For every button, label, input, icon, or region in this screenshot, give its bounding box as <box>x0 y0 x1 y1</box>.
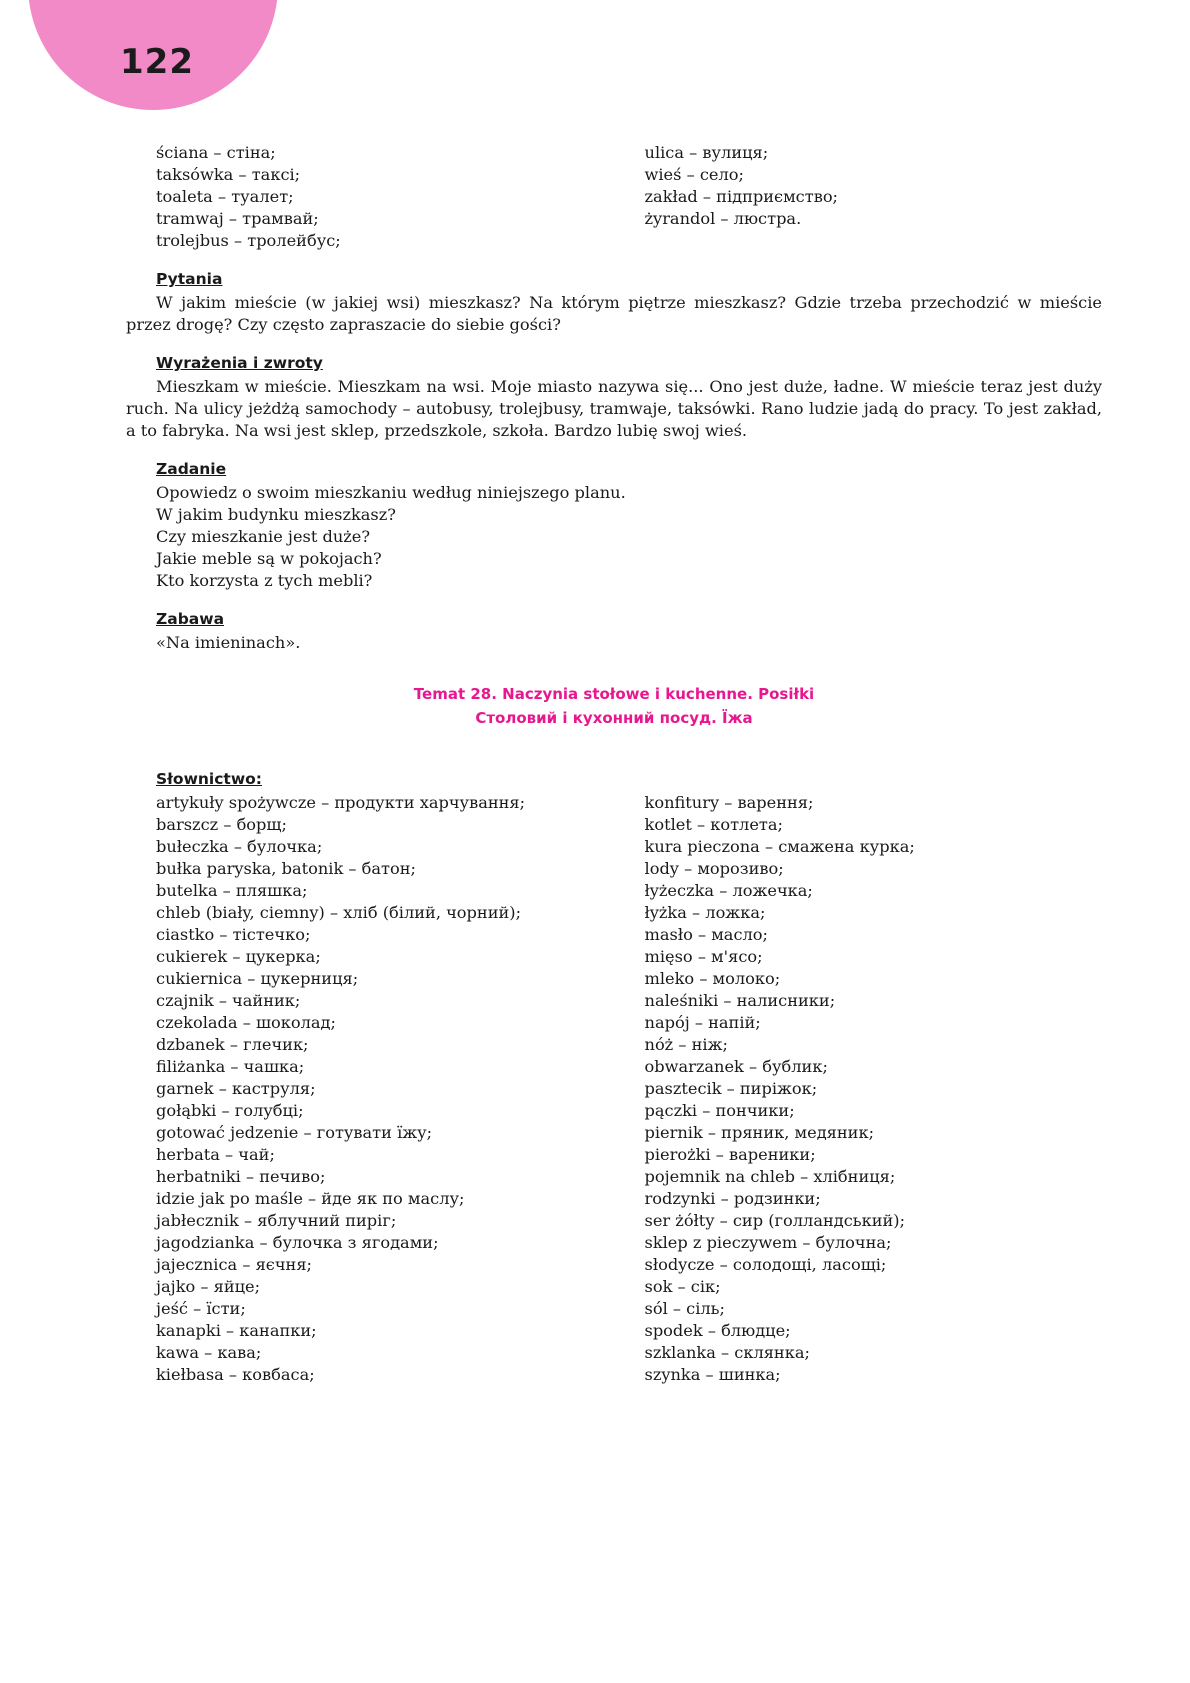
slownictwo-heading: Słownictwo: <box>156 770 262 788</box>
pytania-heading: Pytania <box>156 270 223 288</box>
vocab-entry: piernik – пряник, медяник; <box>644 1123 875 1142</box>
vocab-entry: kawa – кава; <box>156 1343 262 1362</box>
vocab-entry: kura pieczona – смажена курка; <box>644 837 915 856</box>
zadanie-heading: Zadanie <box>156 460 227 478</box>
vocab-entry: toaleta – туалет; <box>156 187 294 206</box>
vocab-entry: ser żółty – сир (голландський); <box>644 1211 906 1230</box>
page-number: 122 <box>120 42 194 82</box>
vocab-entry: taksówka – таксі; <box>156 165 301 184</box>
vocab-entry: gotować jedzenie – готувати їжу; <box>156 1123 433 1142</box>
vocab-entry: chleb (biały, ciemny) – хліб (білий, чорний); <box>156 903 522 922</box>
zabawa-text: «Na imieninach». <box>156 633 301 652</box>
vocab-entry: czekolada – шоколад; <box>156 1013 336 1032</box>
vocab-entry: cukierek – цукерка; <box>156 947 321 966</box>
vocab-entry: wieś – село; <box>644 165 744 184</box>
page-content <box>126 142 1102 1386</box>
zadanie-line: Opowiedz o swoim mieszkaniu według niniejszego planu. <box>156 483 626 502</box>
vocab-entry: sok – сік; <box>644 1277 721 1296</box>
vocab-entry: łyżka – ложка; <box>644 903 766 922</box>
vocab-entry: czajnik – чайник; <box>156 991 301 1010</box>
topic-title <box>126 682 1102 730</box>
vocab-entry: zakład – підприємство; <box>644 187 839 206</box>
vocab-entry: naleśniki – налисники; <box>644 991 836 1010</box>
vocab-entry: pierożki – вареники; <box>644 1145 816 1164</box>
vocab-entry: herbata – чай; <box>156 1145 275 1164</box>
vocab-entry: pasztecik – пиріжок; <box>644 1079 818 1098</box>
vocab-entry: lody – морозиво; <box>644 859 784 878</box>
vocab-entry: barszcz – борщ; <box>156 815 287 834</box>
vocab-entry: butelka – пляшка; <box>156 881 308 900</box>
vocab-entry: dzbanek – глечик; <box>156 1035 309 1054</box>
vocab-entry: bułeczka – булочка; <box>156 837 323 856</box>
vocab-entry: jajko – яйце; <box>156 1277 261 1296</box>
vocab-entry: spodek – блюдце; <box>644 1321 791 1340</box>
topic-title-pl: Temat 28. Naczynia stołowe i kuchenne. Posiłki <box>413 685 815 703</box>
vocab-entry: gołąbki – голубці; <box>156 1101 304 1120</box>
vocab-entry: żyrandol – люстра. <box>644 209 802 228</box>
vocab-entry: kiełbasa – ковбаса; <box>156 1365 315 1384</box>
vocab-entry: kotlet – котлета; <box>644 815 783 834</box>
vocab-entry: kanapki – канапки; <box>156 1321 317 1340</box>
vocab-entry: tramwaj – трамвай; <box>156 209 319 228</box>
vocab-entry: słodycze – солодощі, ласощі; <box>644 1255 887 1274</box>
vocab-entry: jajecznica – яєчня; <box>156 1255 313 1274</box>
vocab-entry: trolejbus – тролейбус; <box>156 231 341 250</box>
vocab-entry: konfitury – варення; <box>644 793 814 812</box>
vocab-entry: mleko – молоко; <box>644 969 781 988</box>
zadanie-lines <box>156 482 1102 592</box>
vocab-entry: pączki – пончики; <box>644 1101 795 1120</box>
vocab-entry: herbatniki – печиво; <box>156 1167 326 1186</box>
vocab-entry: szynka – шинка; <box>644 1365 781 1384</box>
vocab-entry: garnek – каструля; <box>156 1079 316 1098</box>
vocab-entry: sklep z pieczywem – булочна; <box>644 1233 892 1252</box>
vocab-entry: ciastko – тістечко; <box>156 925 311 944</box>
vocab-entry: jeść – їсти; <box>156 1299 246 1318</box>
vocab-entry: artykuły spożywcze – продукти харчування; <box>156 793 526 812</box>
vocab-entry: idzie jak po maśle – йде як по маслу; <box>156 1189 465 1208</box>
zabawa-heading: Zabawa <box>156 610 225 628</box>
vocab-entry: łyżeczka – ложечка; <box>644 881 813 900</box>
zadanie-line: Kto korzysta z tych mebli? <box>156 571 373 590</box>
vocab-top-left-column <box>156 142 645 252</box>
vocab-entry: jagodzianka – булочка з ягодами; <box>156 1233 439 1252</box>
vocab-entry: szklanka – склянка; <box>644 1343 810 1362</box>
vocab-entry: napój – напій; <box>644 1013 761 1032</box>
vocab-entry: bułka paryska, batonik – батон; <box>156 859 416 878</box>
slownictwo-right-column <box>645 792 1102 1386</box>
wyrazenia-text: Mieszkam w mieście. Mieszkam na wsi. Moje miasto nazywa się... Ono jest duże, ładne. W mieście teraz jest duży ruch. Na ulicy jeżdżą samochody – autobusy, trolejbusy, tramwaje, taksówki. Rano ludzie jadą do pracy. To jest zakład, a to fabryka. Na wsi jest sklep, przedszkole, szkoła. Bardzo lubię swoj wieś. <box>126 377 1102 440</box>
vocab-entry: mięso – м'ясо; <box>644 947 763 966</box>
zadanie-line: Jakie meble są w pokojach? <box>156 549 382 568</box>
slownictwo-list <box>156 792 1102 1386</box>
vocab-entry: jabłecznik – яблучний пиріг; <box>156 1211 397 1230</box>
vocab-entry: sól – сіль; <box>644 1299 725 1318</box>
wyrazenia-heading: Wyrażenia i zwroty <box>156 354 323 372</box>
vocab-top-right-column <box>645 142 1102 252</box>
pytania-text: W jakim mieście (w jakiej wsi) mieszkasz? Na którym piętrze mieszkasz? Gdzie trzeba przechodzić w mieście przez drogę? Czy często zapraszacie do siebie gości? <box>126 293 1102 334</box>
topic-title-uk: Столовий і кухонний посуд. Їжа <box>475 709 753 727</box>
vocab-entry: filiżanka – чашка; <box>156 1057 305 1076</box>
vocab-entry: ulica – вулиця; <box>644 143 769 162</box>
vocab-entry: ściana – стіна; <box>156 143 276 162</box>
vocab-entry: obwarzanek – бублик; <box>644 1057 828 1076</box>
vocab-entry: cukiernica – цукерниця; <box>156 969 359 988</box>
zadanie-line: Czy mieszkanie jest duże? <box>156 527 371 546</box>
vocab-entry: rodzynki – родзинки; <box>644 1189 821 1208</box>
slownictwo-left-column <box>156 792 645 1386</box>
vocab-entry: pojemnik na chleb – хлібниця; <box>644 1167 896 1186</box>
zadanie-line: W jakim budynku mieszkasz? <box>156 505 396 524</box>
vocab-top <box>156 142 1102 252</box>
vocab-entry: nóż – ніж; <box>644 1035 728 1054</box>
vocab-entry: masło – масло; <box>644 925 768 944</box>
